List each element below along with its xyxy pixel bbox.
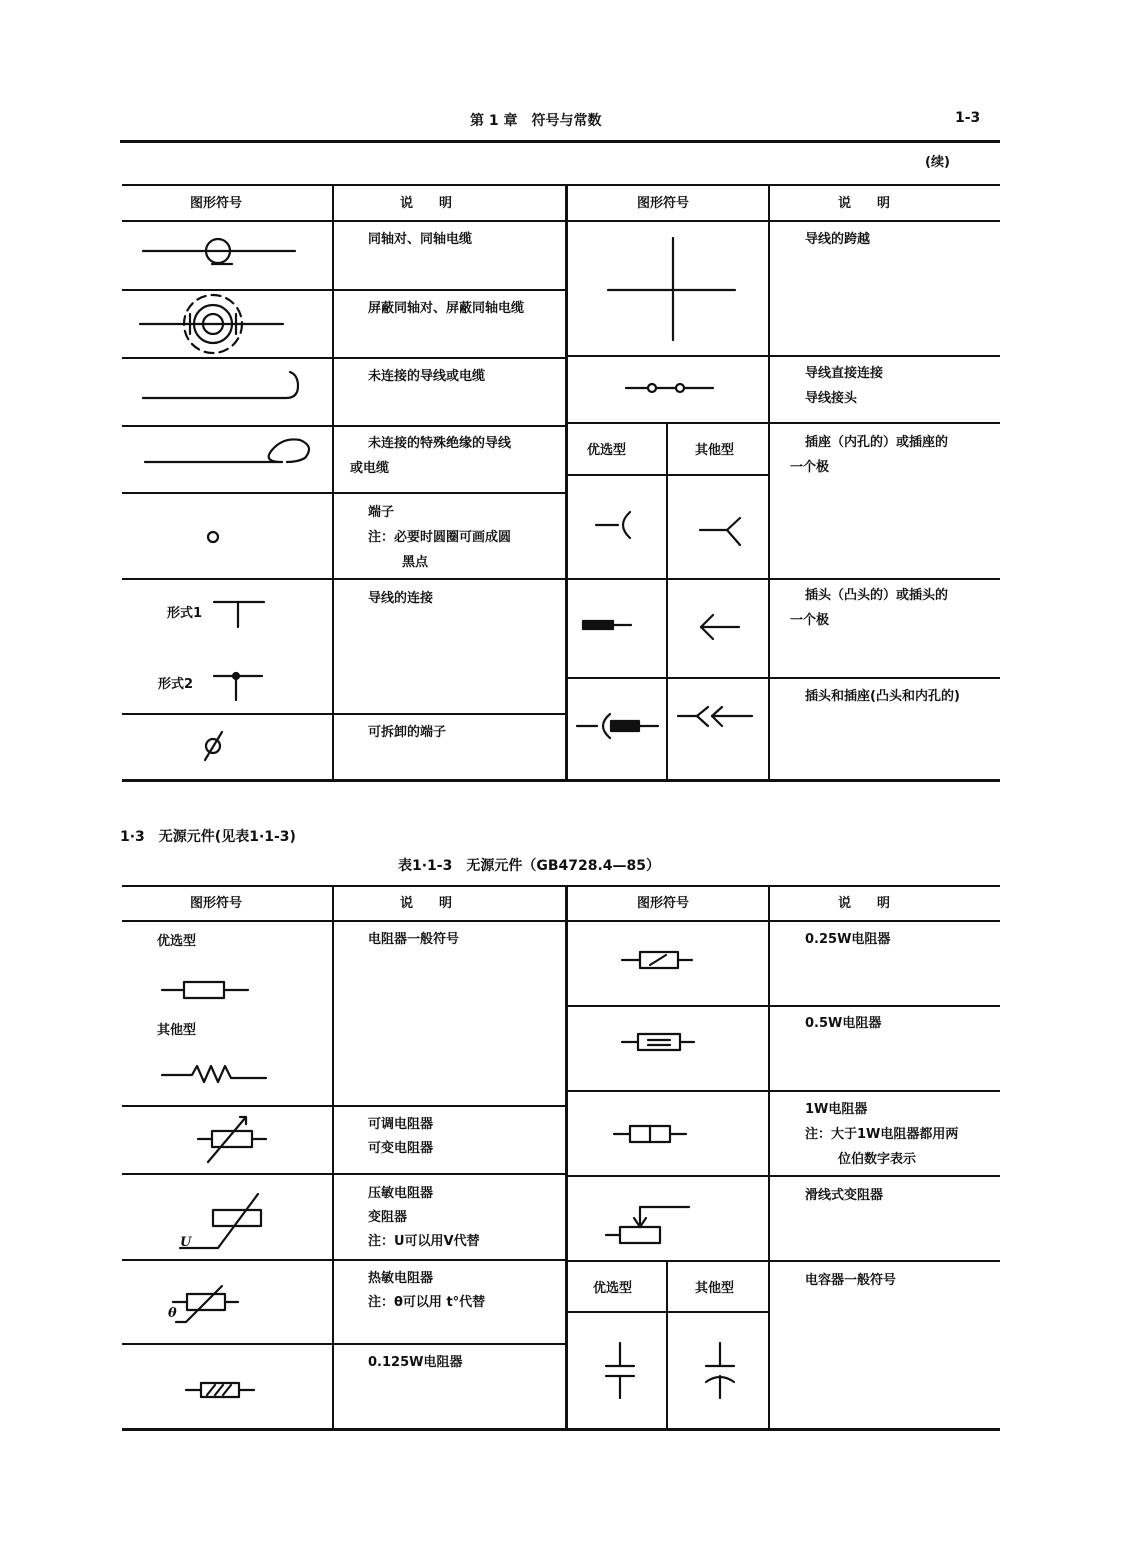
resistor-zigzag-symbol <box>162 1066 266 1082</box>
desc-removable-terminal: 可拆卸的端子 <box>368 725 447 740</box>
desc-slide-rheostat: 滑线式变阻器 <box>805 1188 884 1203</box>
socket-other-label: 其他型 <box>695 443 735 458</box>
varistor-symbol <box>180 1194 261 1248</box>
desc-capacitor-general: 电容器一般符号 <box>805 1273 897 1288</box>
t2-header-desc-right: 说 明 <box>838 896 891 911</box>
desc-025w-resistor: 0.25W电阻器 <box>805 932 891 947</box>
desc-direct-connection-1: 导线直接连接 <box>805 366 884 381</box>
desc-1w-resistor-1: 1W电阻器 <box>805 1102 868 1117</box>
desc-1w-resistor-2: 注：大于1W电阻器都用两 <box>805 1127 959 1142</box>
desc-special-insulated-1: 未连接的特殊绝缘的导线 <box>368 436 512 451</box>
desc-terminal-1: 端子 <box>368 505 395 520</box>
desc-varistor-3: 注：U可以用V代替 <box>368 1234 480 1249</box>
resistor-1w-symbol <box>614 1126 686 1142</box>
desc-wire-junction: 导线的连接 <box>368 591 434 606</box>
t1-header-desc-left: 说 明 <box>400 196 453 211</box>
capacitor-other-symbol <box>706 1343 734 1398</box>
form1-label: 形式1 <box>167 606 203 621</box>
resistor-preferred-label: 优选型 <box>157 934 197 949</box>
section-title: 1·3 无源元件(见表1·1-3) <box>120 829 296 845</box>
desc-05w-resistor: 0.5W电阻器 <box>805 1016 882 1031</box>
desc-shielded-coaxial: 屏蔽同轴对、屏蔽同轴电缆 <box>368 301 525 316</box>
desc-socket-1: 插座（内孔的）或插座的 <box>805 435 949 450</box>
t1-header-symbol-left: 图形符号 <box>190 196 243 211</box>
slide-rheostat-symbol <box>606 1207 689 1243</box>
desc-terminal-2: 注：必要时圆圈可画成圆 <box>368 530 512 545</box>
desc-adjustable-resistor-1: 可调电阻器 <box>368 1117 434 1132</box>
capacitor-preferred-label: 优选型 <box>593 1281 633 1296</box>
chapter-title: 第 1 章 符号与常数 <box>470 113 602 129</box>
desc-plug-and-socket: 插头和插座(凸头和内孔的) <box>805 689 960 704</box>
desc-plug-1: 插头（凸头的）或插头的 <box>805 588 949 603</box>
desc-coaxial: 同轴对、同轴电缆 <box>368 232 473 247</box>
thermistor-theta-label: θ <box>168 1306 177 1321</box>
desc-terminal-3: 黑点 <box>402 555 429 570</box>
desc-adjustable-resistor-2: 可变电阻器 <box>368 1141 434 1156</box>
desc-resistor-general: 电阻器一般符号 <box>368 932 460 947</box>
t1-header-symbol-right: 图形符号 <box>637 196 690 211</box>
desc-plug-2: 一个极 <box>790 613 830 628</box>
desc-special-insulated-2: 或电缆 <box>350 461 390 476</box>
desc-thermistor-2: 注：θ可以用 t°代替 <box>368 1295 486 1310</box>
desc-socket-2: 一个极 <box>790 460 830 475</box>
socket-preferred-label: 优选型 <box>587 443 627 458</box>
desc-0125w-resistor: 0.125W电阻器 <box>368 1355 463 1370</box>
desc-wire-crossing: 导线的跨越 <box>805 232 871 247</box>
t2-header-desc-left: 说 明 <box>400 896 453 911</box>
desc-1w-resistor-3: 位伯数字表示 <box>838 1152 917 1167</box>
varistor-u-label: U <box>180 1235 192 1250</box>
table2-caption: 表1·1-3 无源元件（GB4728.4—85） <box>398 858 661 874</box>
capacitor-preferred-symbol <box>606 1343 634 1398</box>
thermistor-symbol <box>173 1286 238 1322</box>
desc-varistor-1: 压敏电阻器 <box>368 1186 434 1201</box>
desc-varistor-2: 变阻器 <box>368 1210 408 1225</box>
adjustable-resistor-symbol <box>198 1117 266 1162</box>
resistor-other-label: 其他型 <box>157 1023 197 1038</box>
form2-label: 形式2 <box>158 677 194 692</box>
t2-header-symbol-right: 图形符号 <box>637 896 690 911</box>
resistor-0125w-symbol <box>186 1383 254 1397</box>
page-number: 1-3 <box>955 110 981 126</box>
continued-label: (续) <box>925 155 950 170</box>
t2-header-symbol-left: 图形符号 <box>190 896 243 911</box>
desc-direct-connection-2: 导线接头 <box>805 391 858 406</box>
resistor-preferred-symbol <box>162 982 248 998</box>
capacitor-other-label: 其他型 <box>695 1281 735 1296</box>
desc-thermistor-1: 热敏电阻器 <box>368 1271 434 1286</box>
desc-unconnected-wire: 未连接的导线或电缆 <box>368 369 486 384</box>
resistor-025w-symbol <box>622 952 692 968</box>
resistor-05w-symbol <box>622 1034 694 1050</box>
t1-header-desc-right: 说 明 <box>838 196 891 211</box>
